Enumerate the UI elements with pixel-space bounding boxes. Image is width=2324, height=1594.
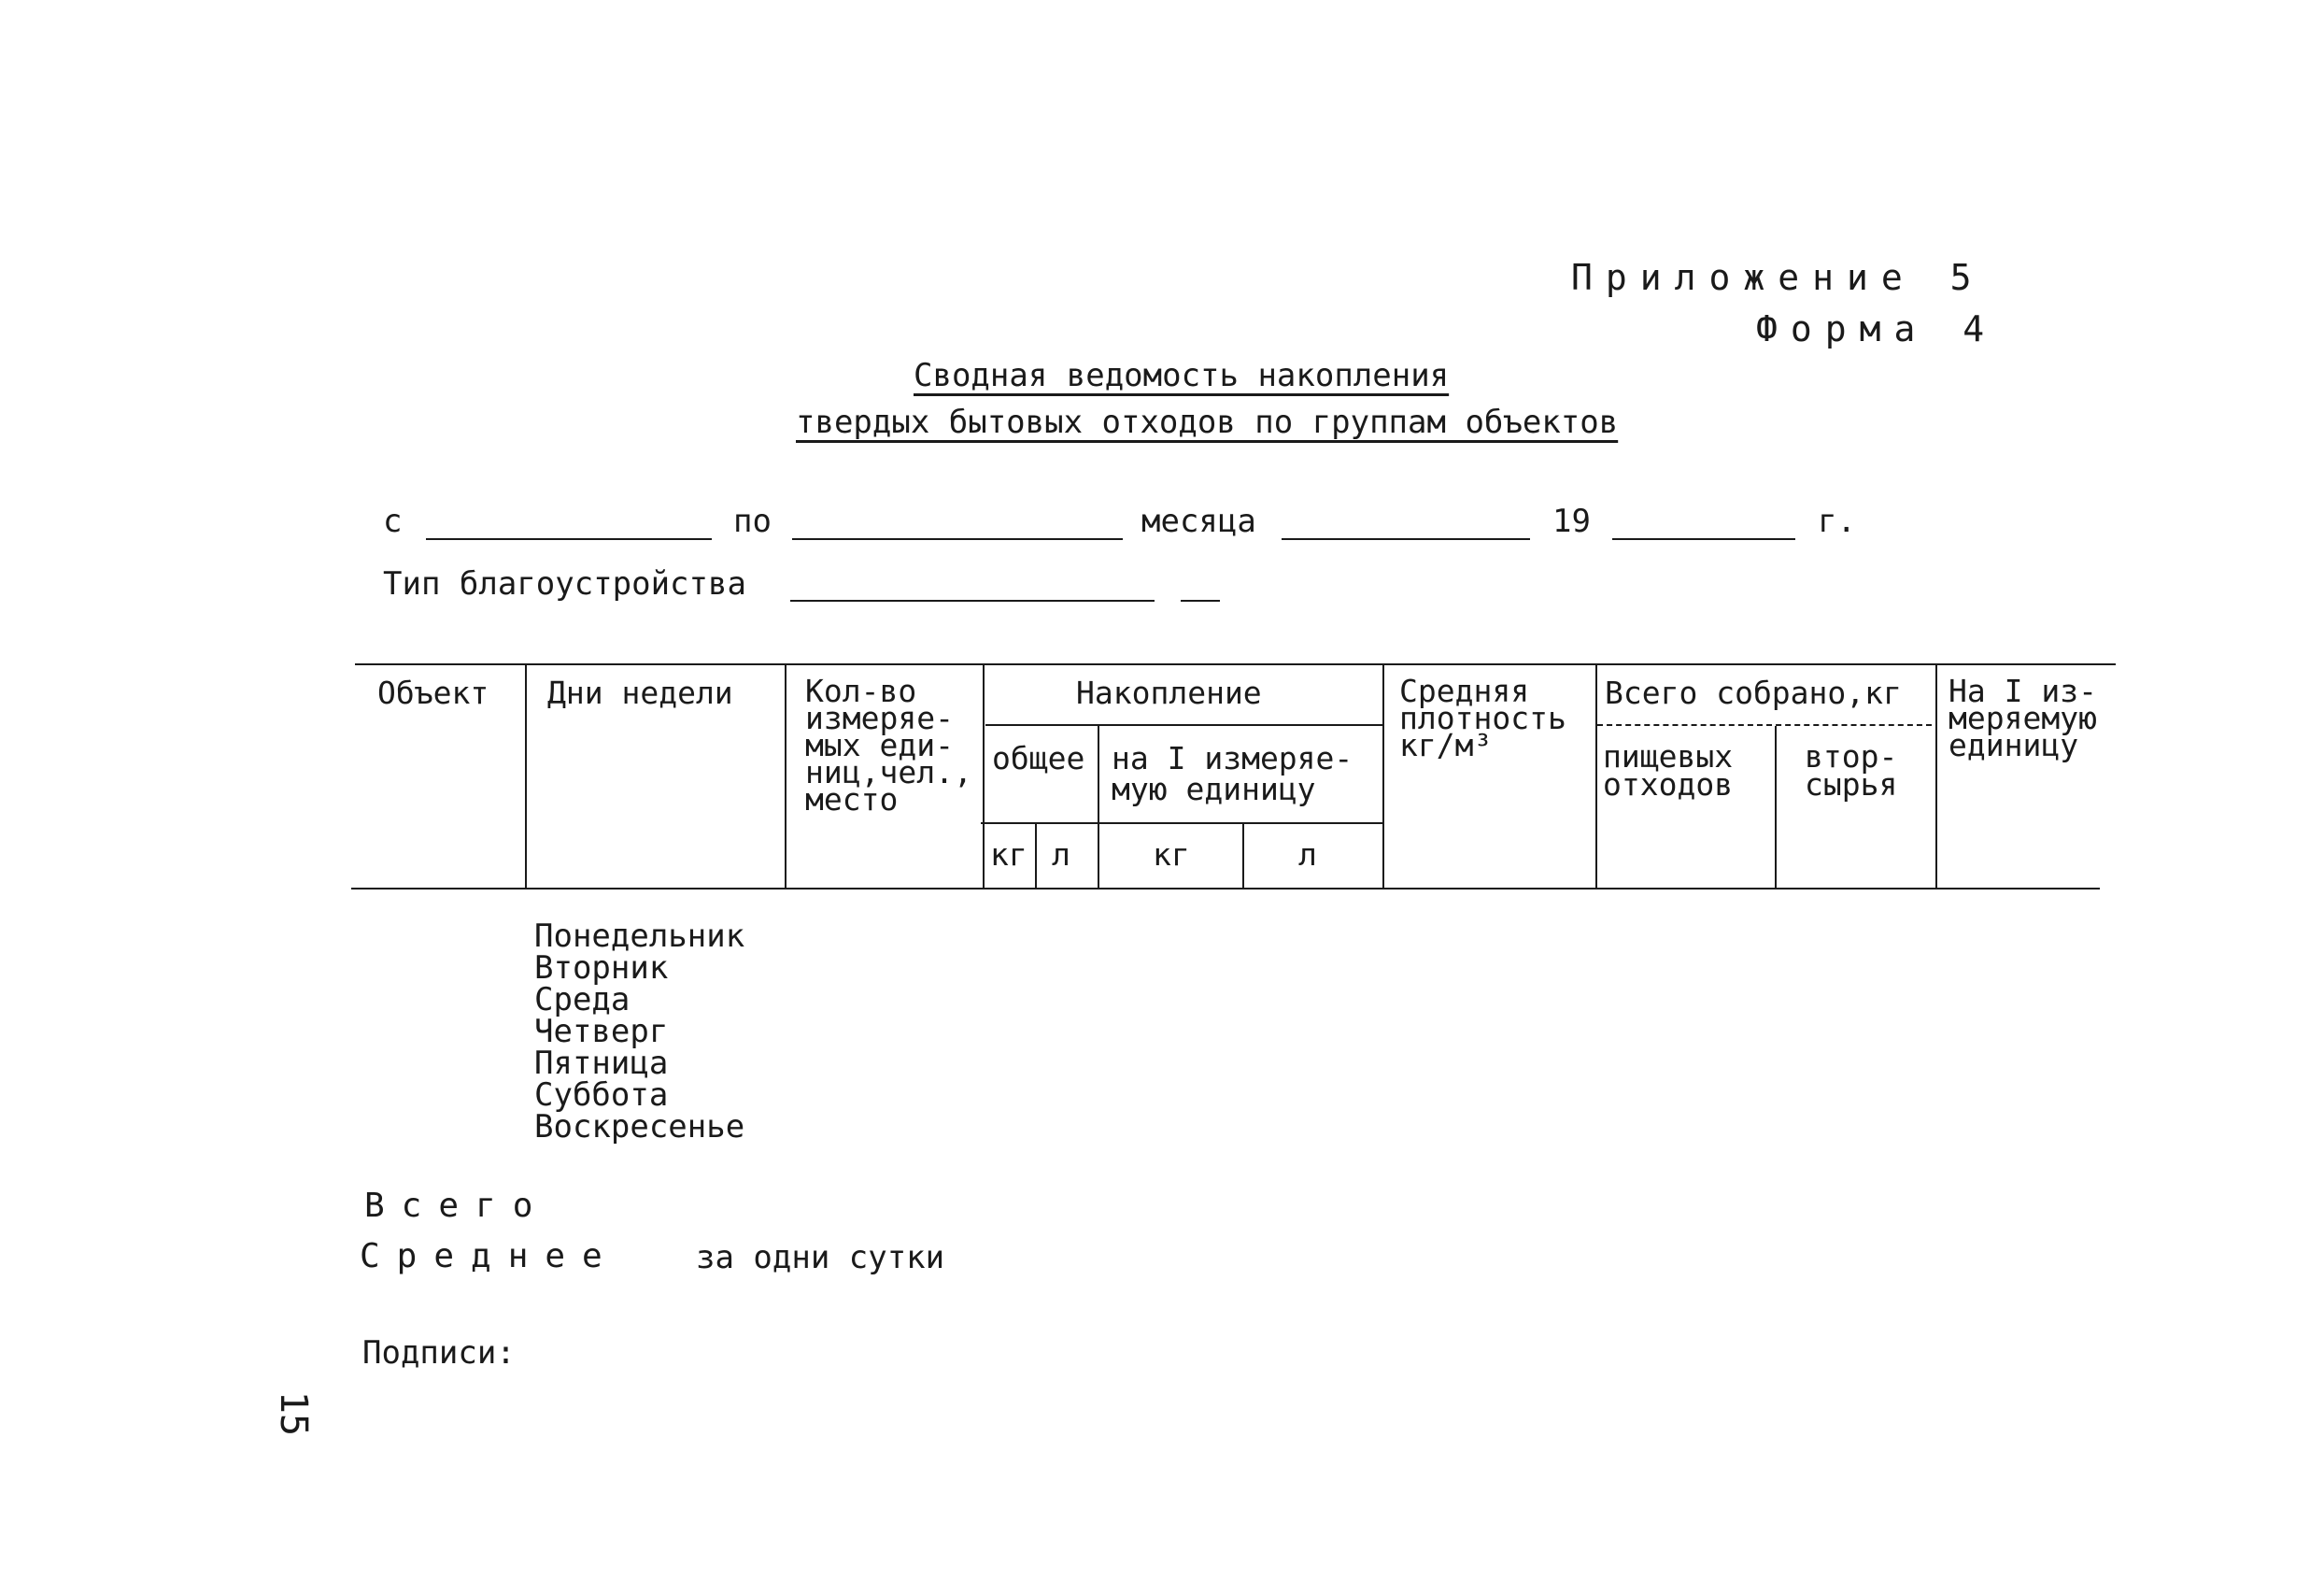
col-divider-kg-l — [1035, 822, 1037, 888]
improvement-blank-dash — [1181, 600, 1220, 602]
day-thursday: Четверг — [534, 1013, 669, 1050]
col-food-waste-header: пищевых отходов — [1603, 738, 1734, 803]
col-recyclables-header: втор- сырья — [1805, 738, 1898, 803]
units-row-rule — [981, 822, 1382, 824]
average-label: Среднее — [360, 1237, 619, 1275]
col-count-header: Кол-во измеряе- мых еди- ниц,чел., место — [805, 673, 972, 818]
days-list — [534, 918, 745, 1146]
col-per-measured-header: На I из- меряемую единицу — [1948, 673, 2097, 763]
total-label: Всего — [364, 1187, 550, 1225]
col-divider-kg-l-2 — [1242, 822, 1244, 888]
average-suffix: за одни сутки — [696, 1239, 945, 1276]
col-accum-header: Накопление — [1076, 675, 1262, 711]
day-friday: Пятница — [534, 1045, 669, 1082]
improvement-label: Тип благоустройства — [383, 565, 746, 603]
col-divider-6 — [1595, 665, 1597, 888]
signatures-label: Подписи: — [362, 1334, 516, 1372]
col-divider-1 — [525, 665, 527, 888]
day-wednesday: Среда — [534, 981, 631, 1018]
period-from-label: с — [383, 503, 403, 540]
title-line-2: твердых бытовых отходов по группам объектов — [796, 404, 1619, 441]
col-density-header: Средняя плотность кг/м³ — [1399, 673, 1566, 763]
period-year-suffix: г. — [1818, 503, 1856, 540]
period-year-prefix: 19 — [1552, 503, 1591, 540]
col-divider-4 — [1098, 726, 1099, 888]
day-monday: Понедельник — [534, 918, 745, 955]
period-from-blank — [426, 538, 712, 540]
col-divider-2 — [785, 665, 786, 888]
period-to-label: по — [733, 503, 772, 540]
col-total-header: общее — [992, 740, 1085, 776]
col-divider-3 — [983, 665, 985, 888]
accum-sub-rule — [985, 724, 1382, 726]
col-object-header: Объект — [377, 675, 489, 711]
col-per-unit-header: на I измеряе- мую единицу — [1112, 740, 1353, 807]
day-saturday: Суббота — [534, 1076, 669, 1114]
collected-sub-rule — [1597, 724, 1932, 726]
period-to-blank — [792, 538, 1123, 540]
unit-l-1: л — [1052, 836, 1070, 873]
unit-l-2: л — [1298, 836, 1317, 873]
col-divider-7 — [1775, 726, 1777, 888]
table-top-rule — [355, 663, 2116, 665]
col-collected-header: Всего собрано,кг — [1605, 675, 1902, 711]
col-divider-5 — [1382, 665, 1384, 888]
page-number: 15 — [272, 1390, 316, 1437]
improvement-blank — [790, 600, 1155, 602]
period-month-blank — [1282, 538, 1530, 540]
unit-kg-1: кг — [990, 836, 1027, 873]
day-tuesday: Вторник — [534, 949, 669, 987]
period-year-blank — [1612, 538, 1795, 540]
form-label: Форма 4 — [1756, 308, 1998, 349]
period-month-label: месяца — [1141, 503, 1256, 540]
col-divider-8 — [1935, 665, 1937, 888]
unit-kg-2: кг — [1153, 836, 1190, 873]
col-days-header: Дни недели — [547, 675, 733, 711]
table-bottom-rule — [351, 888, 2100, 890]
appendix-label: Приложение 5 — [1571, 257, 1985, 298]
day-sunday: Воскресенье — [534, 1108, 745, 1146]
title-line-1: Сводная ведомость накопления — [914, 357, 1450, 394]
